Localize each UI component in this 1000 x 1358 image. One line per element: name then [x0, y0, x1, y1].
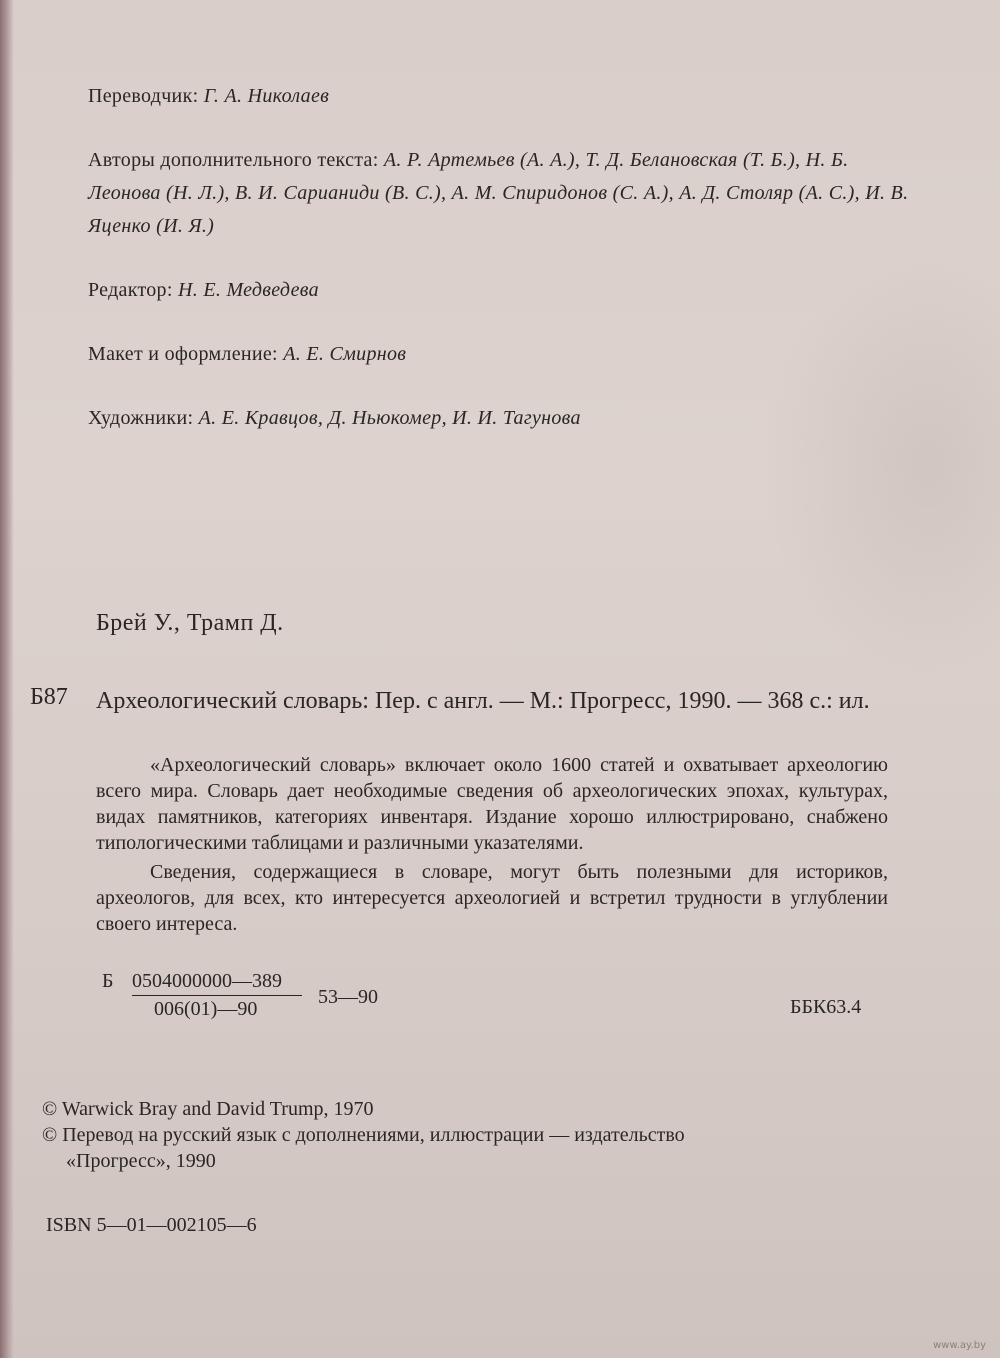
credit-translator — [88, 80, 928, 113]
credit-layout — [88, 338, 928, 371]
abstract-paragraph: «Археологический словарь» включает около 1600 статей и охватывает археологию всего мира. Словарь дает необходимые сведения об археологических эпохах, культурах, видах памятников, категориях инвентаря. Издание хорошо иллюстрировано, снабжено типологическими таблицами и различными указателями. — [96, 754, 888, 854]
credit-artists — [88, 402, 928, 435]
catalog-code: Б87 — [30, 684, 68, 710]
credit-additional-authors — [88, 144, 918, 243]
catalog-authors: Брей У., Трамп Д. — [96, 610, 284, 636]
credit-label: Макет и оформление: — [88, 343, 284, 365]
credit-names: Н. Е. Медведева — [178, 279, 319, 301]
code-numerator: 0504000000—389 — [132, 970, 302, 996]
isbn: ISBN 5—01—002105—6 — [46, 1214, 257, 1236]
credit-names: А. Р. Артемьев (А. А.), Т. Д. Белановская (Т. Б.), Н. Б. Леонова (Н. Л.), В. И. Сарианиди (В. С.), А. М. Спиридонов (С. А.), А. Д. Столяр (А. С.), И. В. Яценко (И. Я.) — [88, 149, 909, 237]
credit-names: А. Е. Смирнов — [283, 343, 407, 365]
copyright-line: © Warwick Bray and David Trump, 1970 — [42, 1098, 374, 1120]
code-denominator: 006(01)—90 — [154, 998, 258, 1020]
code-letter: Б — [102, 970, 114, 992]
credit-editor — [88, 274, 928, 307]
catalog-abstract — [96, 752, 888, 937]
watermark-text: www.ay.by — [933, 1340, 986, 1351]
abstract-paragraph: Сведения, содержащиеся в словаре, могут быть полезными для историков, археологов, для всех, кто интересуется археологией и встретил трудности в углублении своего интереса. — [96, 861, 888, 935]
credit-names: А. Е. Кравцов, Д. Ньюкомер, И. И. Тагунова — [198, 407, 581, 429]
page-edge-shadow — [0, 0, 14, 1358]
copyright-line: «Прогресс», 1990 — [66, 1150, 216, 1172]
credits-block — [88, 80, 928, 466]
credit-label: Редактор: — [88, 279, 179, 301]
catalog-title: Археологический словарь: Пер. с англ. — М.: Прогресс, 1990. — 368 с.: ил. — [96, 688, 870, 714]
credit-names: Г. А. Николаев — [203, 85, 330, 107]
copyright-line: © Перевод на русский язык с дополнениями, иллюстрации — издательство — [42, 1124, 685, 1146]
credit-label: Авторы дополнительного текста: — [88, 149, 384, 171]
code-suffix: 53—90 — [318, 986, 378, 1008]
copyright-block — [42, 1096, 822, 1174]
credit-label: Переводчик: — [88, 85, 204, 107]
credit-label: Художники: — [88, 407, 199, 429]
bbk-code: ББК63.4 — [790, 996, 862, 1018]
